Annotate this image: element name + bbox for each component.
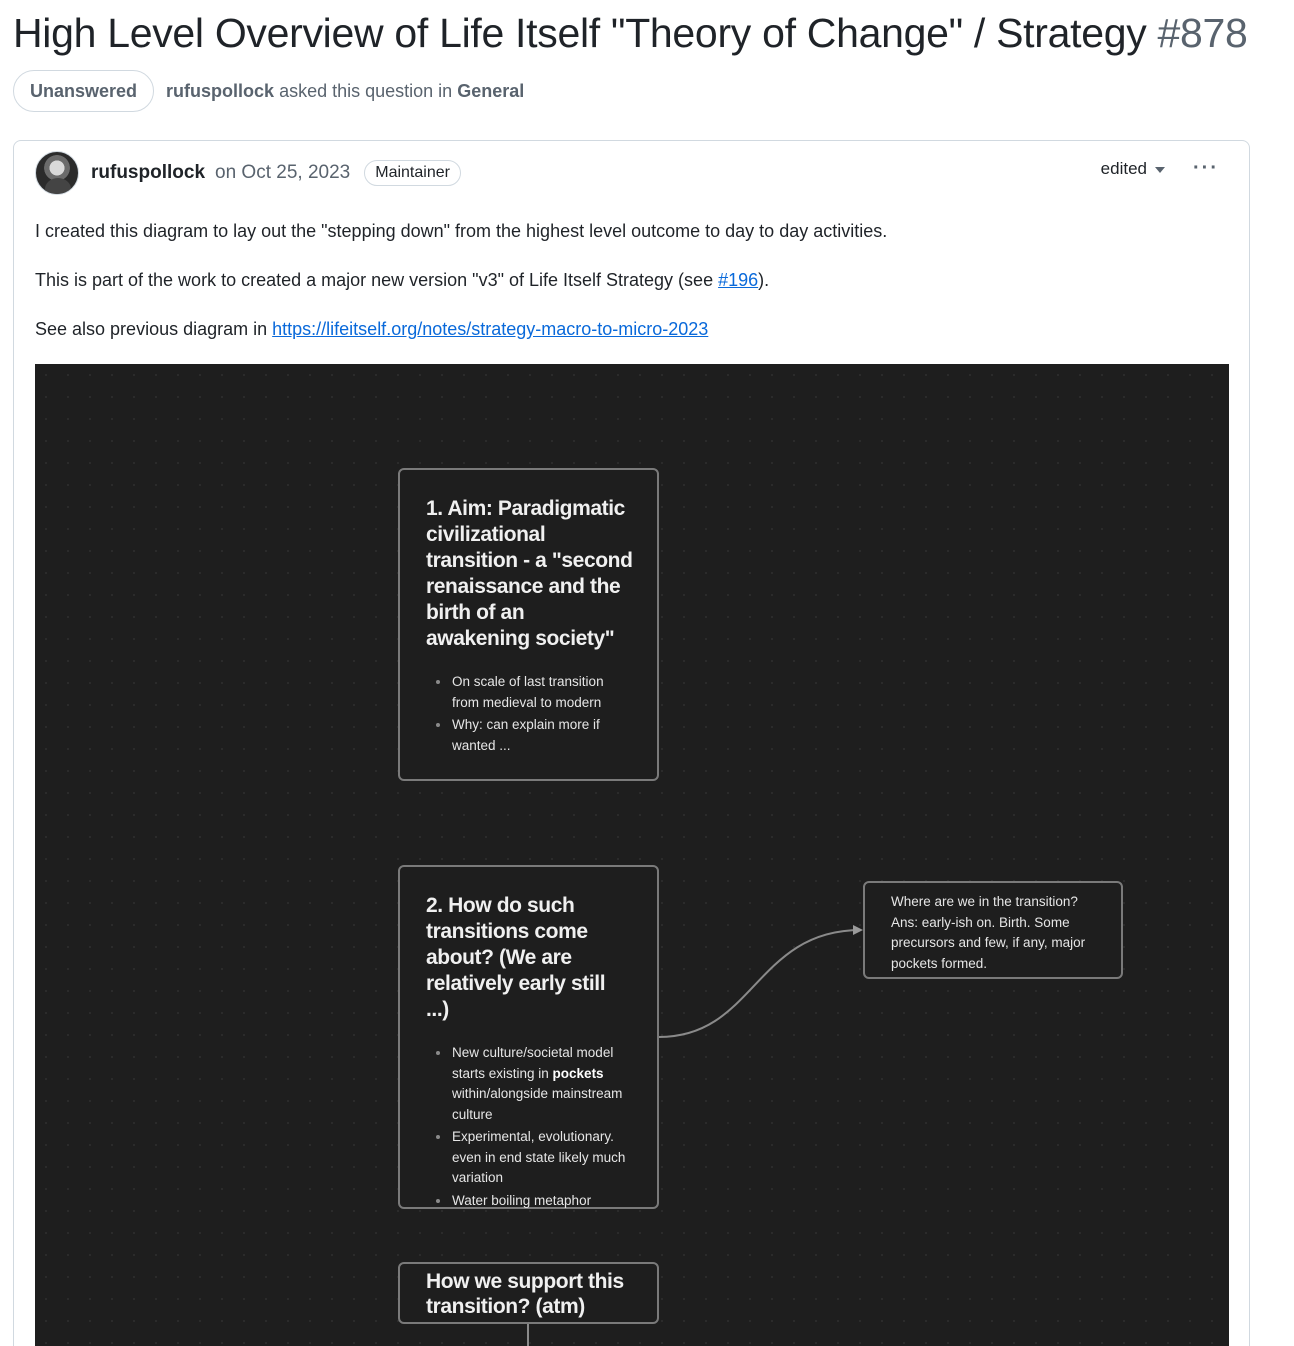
chevron-down-icon (1155, 167, 1165, 173)
asked-text: asked this question in (279, 80, 453, 101)
more-options-icon[interactable]: ··· (1193, 157, 1219, 179)
post-paragraph-2 (35, 270, 769, 291)
discussion-meta (13, 70, 524, 112)
p3-text: See also previous diagram in (35, 319, 273, 339)
diagram-node-support (398, 1262, 659, 1324)
bullet-text-end: within/alongside mainstream culture (452, 1086, 623, 1122)
discussion-post (13, 140, 1250, 1346)
bullet-text: New culture/societal model starts existing in (452, 1045, 614, 1081)
title-text: High Level Overview of Life Itself "Theory of Change" / Strategy (13, 10, 1147, 56)
bullet-bold-text: pockets (552, 1065, 604, 1081)
node-aim-title: 1. Aim: Paradigmatic civilizational transition - a "second renaissance and the birth of an awakening society" (426, 497, 633, 650)
page-title (13, 10, 1248, 57)
asked-line (166, 81, 524, 102)
p2-text-end: ). (758, 270, 770, 290)
edge-node2-to-node3 (659, 930, 861, 1037)
discussion-number: #878 (1157, 10, 1248, 56)
list-item (426, 1043, 633, 1125)
diagram-node-where-are-we (863, 881, 1123, 979)
node-transitions-title: 2. How do such transitions come about? (We are relatively early still ...) (426, 894, 606, 1021)
maintainer-badge: Maintainer (364, 160, 461, 186)
list-item: Experimental, evolutionary. even in end state likely much variation (426, 1127, 633, 1189)
list-item: Water boiling metaphor (426, 1191, 633, 1212)
edited-label: edited (1100, 159, 1147, 178)
category-link[interactable]: General (457, 80, 525, 101)
list-item: Why: can explain more if wanted ... (426, 715, 633, 756)
post-header (35, 151, 461, 195)
edited-dropdown[interactable] (1101, 159, 1165, 179)
author-link[interactable]: rufuspollock (91, 162, 206, 183)
node-where-text: Where are we in the transition? Ans: early-ish on. Birth. Some precursors and few, if any, major pockets formed. (891, 894, 1086, 971)
post-paragraph-1: I created this diagram to lay out the "stepping down" from the highest level outcome to day to day activities. (35, 221, 888, 241)
asker-link[interactable]: rufuspollock (166, 80, 275, 101)
diagram-node-transitions (398, 865, 659, 1209)
strategy-diagram-image (35, 364, 1229, 1346)
avatar[interactable] (35, 151, 79, 195)
node-aim-bullets (426, 672, 633, 756)
strategy-link[interactable]: https://lifeitself.org/notes/strategy-macro-to-micro-2023 (272, 319, 709, 339)
node-support-title: How we support this transition? (atm) (426, 1270, 624, 1318)
p2-text: This is part of the work to created a major new version "v3" of Life Itself Strategy (see (35, 270, 719, 290)
post-date[interactable]: on Oct 25, 2023 (215, 162, 351, 183)
post-paragraph-3 (35, 319, 708, 340)
node-transitions-bullets (426, 1043, 633, 1211)
diagram-node-aim (398, 468, 659, 781)
status-badge: Unanswered (13, 70, 154, 112)
list-item: On scale of last transition from medieval to modern (426, 672, 633, 713)
issue-link-196[interactable]: #196 (718, 270, 759, 290)
